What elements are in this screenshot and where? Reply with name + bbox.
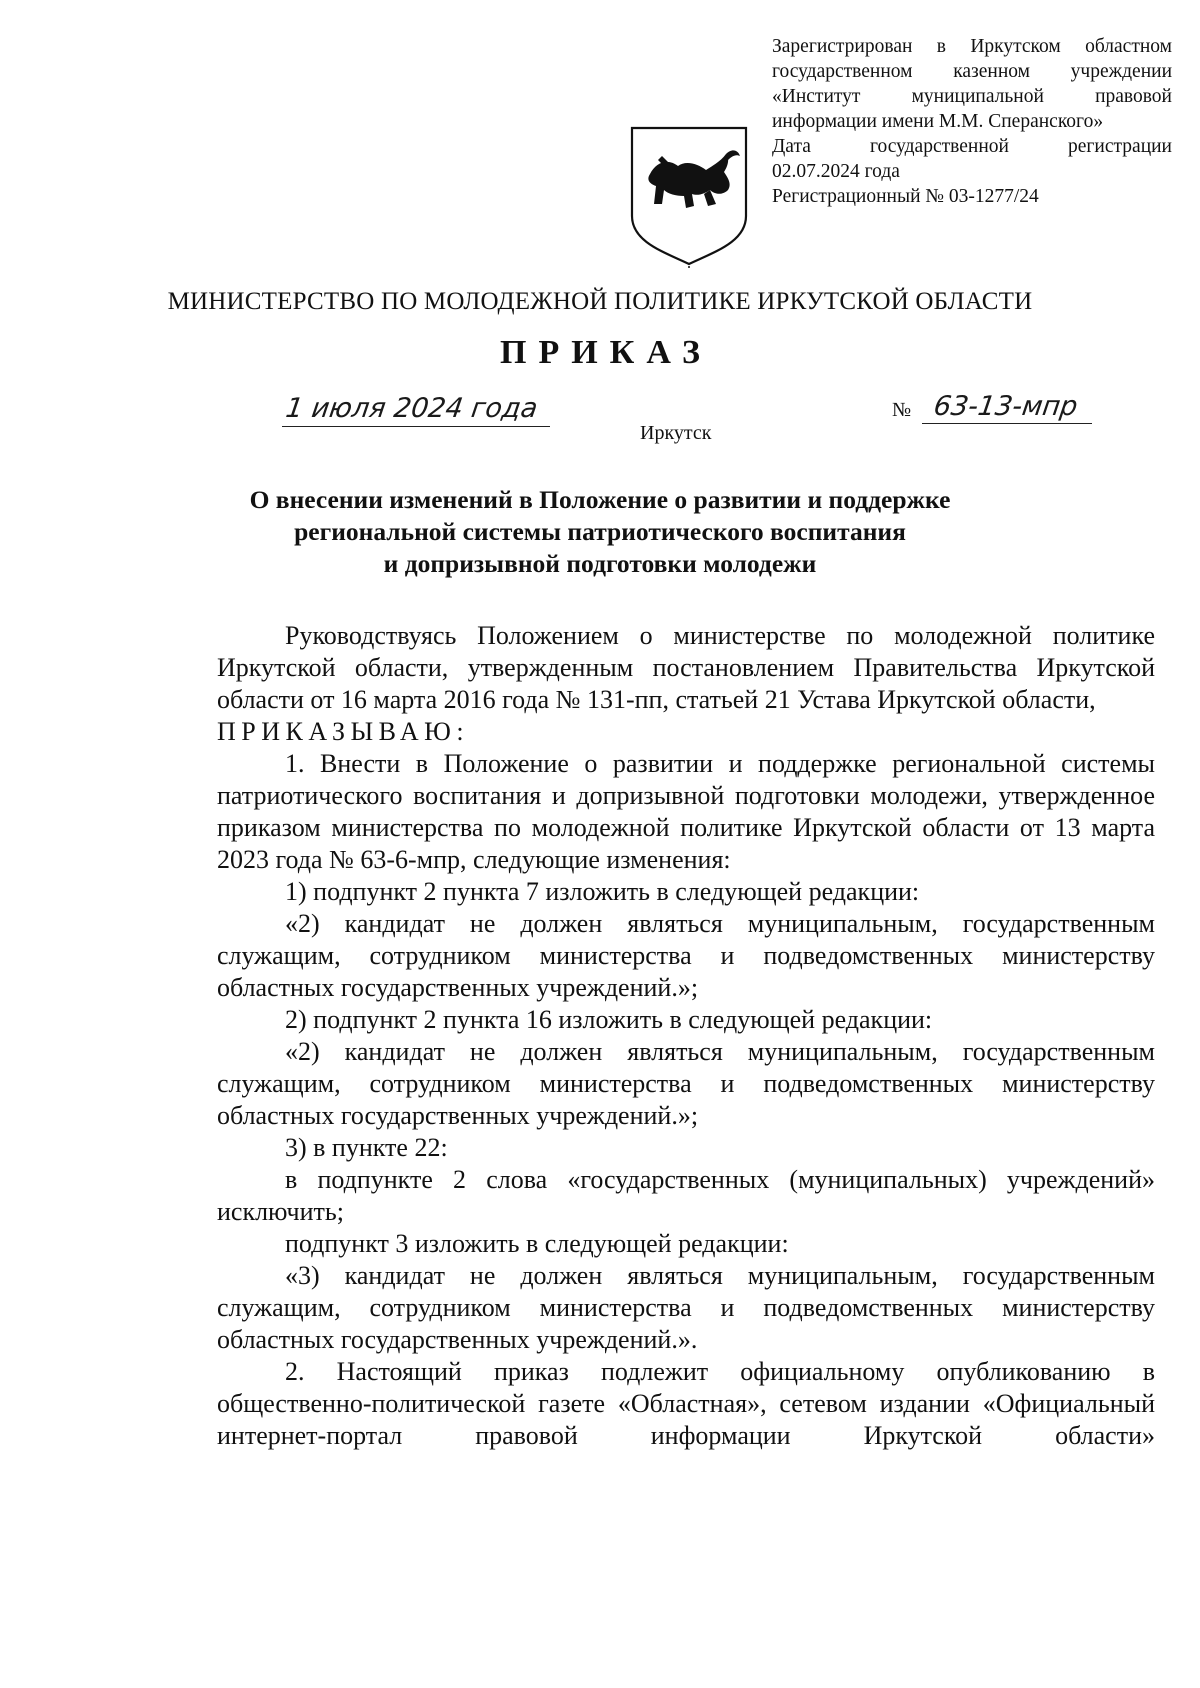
order-date-field bbox=[282, 392, 550, 427]
number-sign: № bbox=[892, 399, 912, 421]
subject-line: и допризывной подготовки молодежи bbox=[383, 549, 817, 578]
registration-stamp bbox=[772, 34, 1172, 209]
registration-line: Дата государственной регистрации bbox=[772, 136, 1172, 157]
coat-of-arms-icon bbox=[628, 124, 750, 268]
clause-1-3-a: в подпункте 2 слова «государственных (муниципальных) учреждений» исключить; bbox=[217, 1165, 1155, 1226]
subject-line: О внесении изменений в Положение о развитии и поддержке bbox=[249, 485, 951, 514]
clause-1-3-b-text: «3) кандидат не должен являться муниципальным, государственным служащим, сотрудником министерства и подведомственных министерству областных государственных учреждений.». bbox=[217, 1261, 1155, 1354]
clause-1-3-b: подпункт 3 изложить в следующей редакции: bbox=[285, 1229, 789, 1258]
order-subject bbox=[150, 484, 1050, 580]
ministry-name: МИНИСТЕРСТВО ПО МОЛОДЕЖНОЙ ПОЛИТИКЕ ИРКУТСКОЙ ОБЛАСТИ bbox=[167, 288, 1033, 315]
order-word: ПРИКАЗЫВАЮ: bbox=[217, 717, 470, 746]
clause-1-1-text: «2) кандидат не должен являться муниципальным, государственным служащим, сотрудником министерства и подведомственных министерству областных государственных учреждений.»; bbox=[217, 909, 1155, 1002]
clause-1-2: 2) подпункт 2 пункта 16 изложить в следующей редакции: bbox=[285, 1005, 933, 1034]
city-name: Иркутск bbox=[640, 422, 712, 444]
clause-2: 2. Настоящий приказ подлежит официальному опубликованию в общественно-политической газете «Областная», сетевом издании «Официальный интернет-портал правовой информации Иркутской области» bbox=[217, 1357, 1155, 1450]
order-date-handwritten: 1 июля 2024 года bbox=[283, 393, 540, 424]
order-number-line bbox=[922, 389, 1092, 424]
clause-1-3: 3) в пункте 22: bbox=[285, 1133, 448, 1162]
registration-line: «Институт муниципальной правовой bbox=[772, 86, 1172, 107]
preamble-paragraph: Руководствуясь Положением о министерстве по молодежной политике Иркутской области, утвержденным постановлением Правительства Иркутской области от 16 марта 2016 года № 131-пп, статьей 21 Устава Иркутской области, bbox=[217, 621, 1155, 714]
subject-line: региональной системы патриотического воспитания bbox=[294, 517, 906, 546]
registration-line: информации имени М.М. Сперанского» bbox=[772, 111, 1104, 132]
order-title: ПРИКАЗ bbox=[500, 334, 712, 371]
clause-1-1: 1) подпункт 2 пункта 7 изложить в следующей редакции: bbox=[285, 877, 920, 906]
registration-date: 02.07.2024 года bbox=[772, 161, 900, 182]
order-number-field bbox=[892, 392, 1092, 426]
clause-1: 1. Внести в Положение о развитии и поддержке региональной системы патриотического воспитания и допризывной подготовки молодежи, утвержденное приказом министерства по молодежной политике Иркутской области от 13 марта 2023 года № 63-6-мпр, следующие изменения: bbox=[217, 749, 1155, 874]
registration-line: государственном казенном учреждении bbox=[772, 61, 1172, 82]
order-number-handwritten: 63-13-мпр bbox=[931, 391, 1080, 422]
clause-1-2-text: «2) кандидат не должен являться муниципальным, государственным служащим, сотрудником министерства и подведомственных министерству областных государственных учреждений.»; bbox=[217, 1037, 1155, 1130]
order-body bbox=[217, 620, 1155, 1452]
registration-line: Зарегистрирован в Иркутском областном bbox=[772, 36, 1172, 57]
registration-number: Регистрационный № 03-1277/24 bbox=[772, 186, 1039, 207]
